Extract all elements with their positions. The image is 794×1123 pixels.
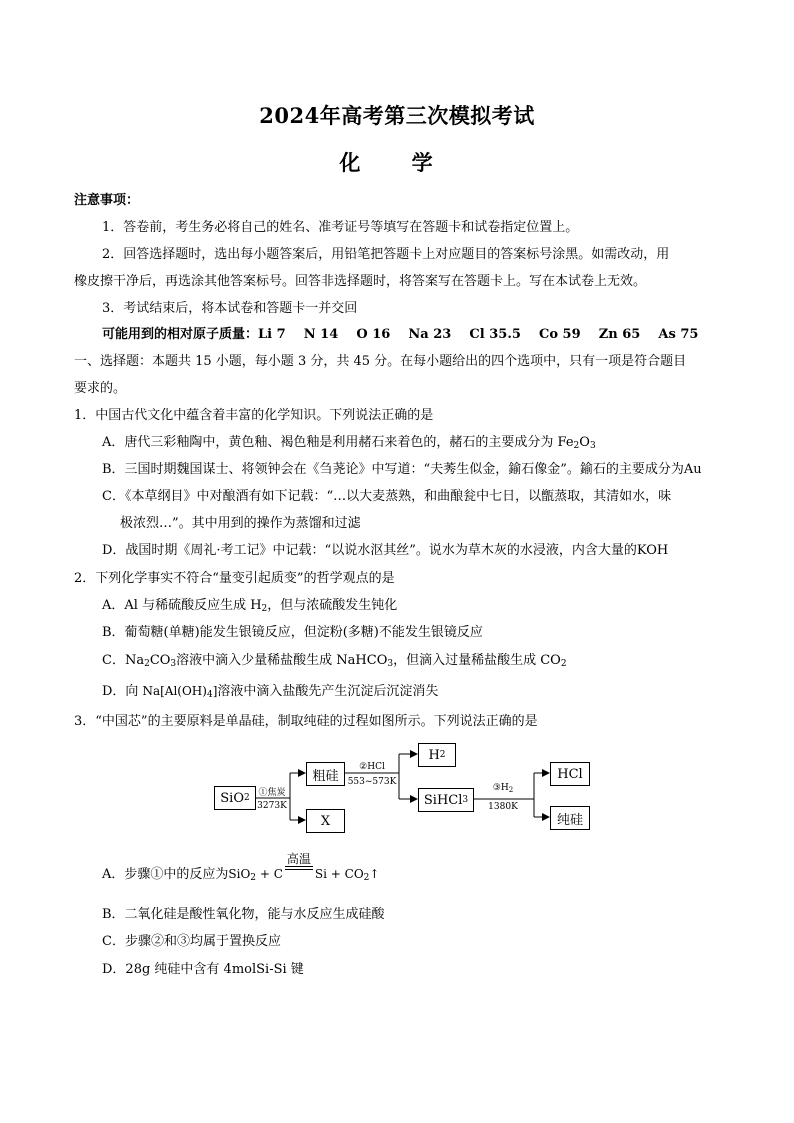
notice-item-1: 1．答卷前，考生务必将自己的姓名、准考证号等填写在答题卡和试卷指定位置上。 (102, 220, 579, 235)
sihcl3-box: SiHCl 3 (418, 788, 474, 812)
step2-reagent: ②HCl (359, 762, 385, 772)
q2-option-d: D．向 $Na[Al(OH)_4]$溶液中滴入盐酸先产生沉淀后沉淀消失 (102, 684, 439, 700)
q1-option-c-line-1: C．《本草纲目》中对酿酒有如下记载：“…以大麦蒸熟，和曲酿瓮中七日，以甑蒸取，其清如水，味 (102, 489, 672, 504)
h2-box: H 2 (418, 743, 456, 767)
x-box: X (306, 809, 345, 833)
section-1-instructions-line-2: 要求的。 (74, 381, 127, 396)
notice-item-2-line-2: 橡皮擦干净后，再选涂其他答案标号。回答非选择题时，将答案写在答题卡上。写在本试卷上无效。 (74, 274, 647, 289)
notice-item-3: 3．考试结束后，将本试卷和答题卡一并交回 (102, 301, 358, 316)
q1-option-b: B．三国时期魏国谋士、将领钟会在《刍荛论》中写道：“夫莠生似金，鍮石像金”。鍮石的主要成分为Au (102, 462, 702, 477)
step1-reagent: ①焦炭 (258, 788, 286, 798)
q2-stem: 2．下列化学事实不符合“量变引起质变”的哲学观点的是 (74, 571, 395, 586)
section-1-instructions-line-1: 一、选择题：本题共 15 小题，每小题 3 分，共 45 分。在每小题给出的四个选项中，只有一项是符合题目 (74, 354, 687, 369)
q3-stem: 3．“中国芯”的主要原料是单晶硅，制取纯硅的过程如图所示。下列说法正确的是 (74, 714, 538, 729)
q2-option-a: A．Al 与稀硫酸反应生成 $H_2$，但与浓硫酸发生钝化 (102, 598, 398, 614)
q1-option-c-line-2: 极浓烈…”。其中用到的操作为蒸馏和过滤 (120, 516, 361, 531)
q3-option-c: C．步骤②和③均属于置换反应 (102, 934, 281, 949)
q3-option-b: B．二氧化硅是酸性氧化物，能与水反应生成硅酸 (102, 907, 385, 922)
crude-si-box: 粗硅 (306, 762, 345, 786)
atomic-mass-info: 可能用到的相对原子质量：Li 7 N 14 O 16 Na 23 Cl 35.5 Co 59 Zn 65 As 75 (102, 327, 699, 342)
q2-option-c: C．$Na_2CO_3$溶液中滴入少量稀盐酸生成 NaHCO$_3$，但滴入过量稀盐酸生成 $CO_2$ (102, 653, 567, 669)
step1-temperature: 3273K (257, 801, 287, 811)
q1-option-d: D．战国时期《周礼·考工记》中记载：“以说水沤其丝”。说水为草木灰的水浸液，内含大量的KOH (102, 543, 669, 558)
q1-stem: 1．中国古代文化中蕴含着丰富的化学知识。下列说法正确的是 (74, 408, 434, 423)
subject-title: 化 学 (339, 150, 455, 175)
notice-item-2-line-1: 2．回答选择题时，选出每小题答案后，用铅笔把答题卡上对应题目的答案标号涂黑。如需改动，用 (102, 247, 670, 262)
sio2-box: SiO 2 (214, 786, 256, 810)
step3-temperature: 1380K (488, 802, 518, 812)
high-temp-condition: 高温 (285, 865, 313, 883)
pure-si-box: 纯硅 (550, 806, 590, 830)
q2-d-formula: $Na[Al(OH)_4]$ (142, 684, 218, 700)
q3-option-a: A．步骤①中的反应为SiO$_2$ + C 高温 $Si + CO_2↑$ (102, 852, 380, 883)
q3-a-equation: SiO$_2$ + C 高温 $Si + CO_2↑$ (228, 852, 380, 883)
q3-option-d: D．28g 纯硅中含有 4molSi-Si 键 (102, 962, 304, 977)
notice-heading: 注意事项： (74, 193, 140, 208)
q2-option-b: B．葡萄糖(单糖)能发生银镜反应，但淀粉(多糖)不能发生银镜反应 (102, 625, 483, 640)
q1-option-a: A．唐代三彩釉陶中，黄色釉、褐色釉是利用赭石来着色的，赭石的主要成分为 $Fe_2O_3$ (102, 435, 596, 451)
exam-title: 2024年高考第三次模拟考试 (259, 103, 535, 128)
step2-temperature: 553~573K (347, 777, 397, 787)
step3-reagent: $③H_2$ (492, 783, 514, 794)
hcl-box: HCl (550, 762, 590, 786)
